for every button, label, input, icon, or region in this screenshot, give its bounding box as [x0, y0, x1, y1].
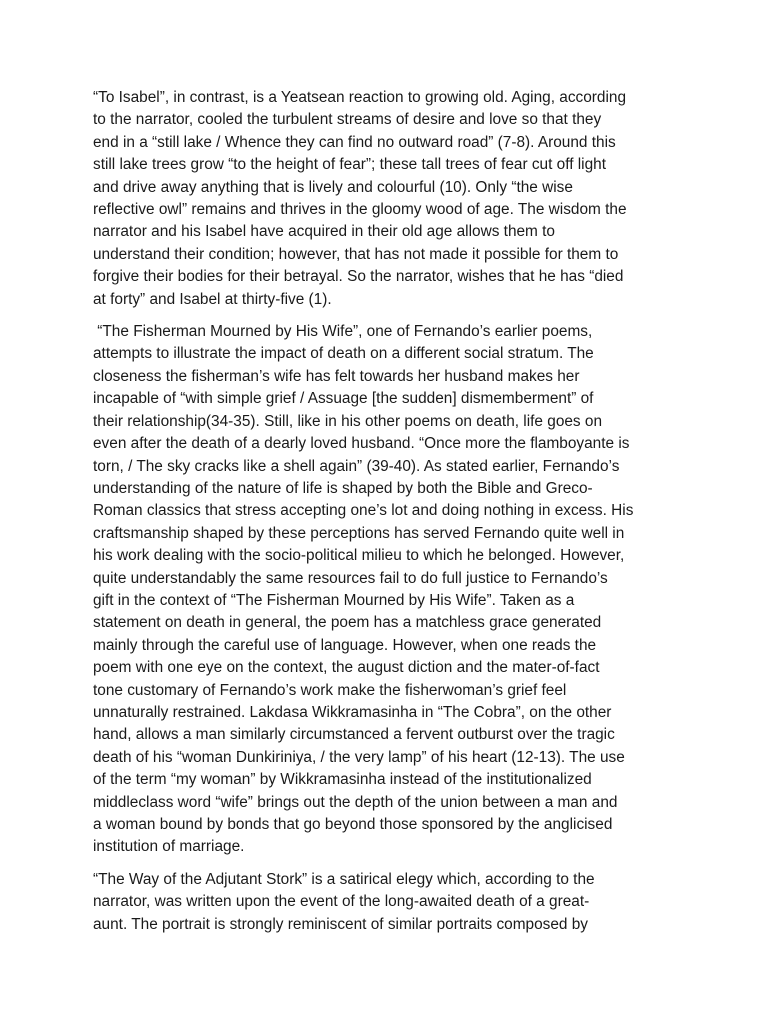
- text-line: his work dealing with the socio-political milieu to which he belonged. However,: [93, 547, 625, 565]
- text-line: reflective owl” remains and thrives in the gloomy wood of age. The wisdom the: [93, 201, 627, 219]
- text-line: even after the death of a dearly loved husband. “Once more the flamboyante is: [93, 435, 630, 453]
- text-line: at forty” and Isabel at thirty-five (1).: [93, 290, 332, 308]
- text-line: hand, allows a man similarly circumstanced a fervent outburst over the tragic: [93, 726, 615, 744]
- text-line: tone customary of Fernando’s work make the fisherwoman’s grief feel: [93, 681, 567, 699]
- paragraph-to-isabel: [93, 87, 683, 311]
- paragraph-adjutant-stork: [93, 869, 683, 936]
- text-line: Roman classics that stress accepting one’s lot and doing nothing in excess. His: [93, 502, 634, 520]
- text-line: death of his “woman Dunkiriniya, / the very lamp” of his heart (12-13). The use: [93, 748, 625, 766]
- text-line: mainly through the careful use of language. However, when one reads the: [93, 636, 597, 654]
- text-line: aunt. The portrait is strongly reminiscent of similar portraits composed by: [93, 915, 588, 933]
- text-line: statement on death in general, the poem has a matchless grace generated: [93, 614, 602, 632]
- text-line: “To Isabel”, in contrast, is a Yeatsean reaction to growing old. Aging, according: [93, 89, 627, 106]
- text-line: understanding of the nature of life is shaped by both the Bible and Greco-: [93, 479, 593, 497]
- text-line: quite understandably the same resources fail to do full justice to Fernando’s: [93, 569, 608, 587]
- text-line: attempts to illustrate the impact of death on a different social stratum. The: [93, 345, 594, 363]
- text-line: understand their condition; however, that has not made it possible for them to: [93, 245, 619, 263]
- text-line: “The Fisherman Mourned by His Wife”, one of Fernando’s earlier poems,: [93, 323, 593, 341]
- text-line: of the term “my woman” by Wikkramasinha instead of the institutionalized: [93, 771, 592, 789]
- text-line: “The Way of the Adjutant Stork” is a satirical elegy which, according to the: [93, 870, 595, 888]
- text-line: unnaturally restrained. Lakdasa Wikkramasinha in “The Cobra”, on the other: [93, 703, 612, 721]
- text-line: torn, / The sky cracks like a shell again” (39-40). As stated earlier, Fernando’s: [93, 457, 620, 475]
- text-line: gift in the context of “The Fisherman Mourned by His Wife”. Taken as a: [93, 591, 575, 609]
- text-line: their relationship(34-35). Still, like in his other poems on death, life goes on: [93, 412, 603, 430]
- text-line: narrator and his Isabel have acquired in their old age allows them to: [93, 223, 555, 241]
- text-line: and drive away anything that is lively and colourful (10). Only “the wise: [93, 178, 573, 196]
- text-line: narrator, was written upon the event of the long-awaited death of a great-: [93, 893, 590, 911]
- text-line: closeness the fisherman’s wife has felt towards her husband makes her: [93, 367, 580, 385]
- text-line: to the narrator, cooled the turbulent streams of desire and love so that they: [93, 111, 602, 129]
- text-line: institution of marriage.: [93, 838, 245, 856]
- text-line: incapable of “with simple grief / Assuage [the sudden] dismemberment” of: [93, 390, 594, 408]
- text-line: forgive their bodies for their betrayal. So the narrator, wishes that he has “died: [93, 268, 624, 286]
- document-page: [93, 87, 683, 946]
- text-line: middleclass word “wife” brings out the depth of the union between a man and: [93, 793, 618, 811]
- text-line: still lake trees grow “to the height of fear”; these tall trees of fear cut off light: [93, 156, 606, 174]
- text-line: poem with one eye on the context, the august diction and the mater-of-fact: [93, 659, 600, 677]
- text-line: a woman bound by bonds that go beyond those sponsored by the anglicised: [93, 816, 613, 833]
- text-line: end in a “still lake / Whence they can find no outward road” (7-8). Around this: [93, 133, 616, 151]
- text-line: craftsmanship shaped by these perceptions has served Fernando quite well in: [93, 524, 625, 542]
- paragraph-fisherman: [93, 321, 683, 859]
